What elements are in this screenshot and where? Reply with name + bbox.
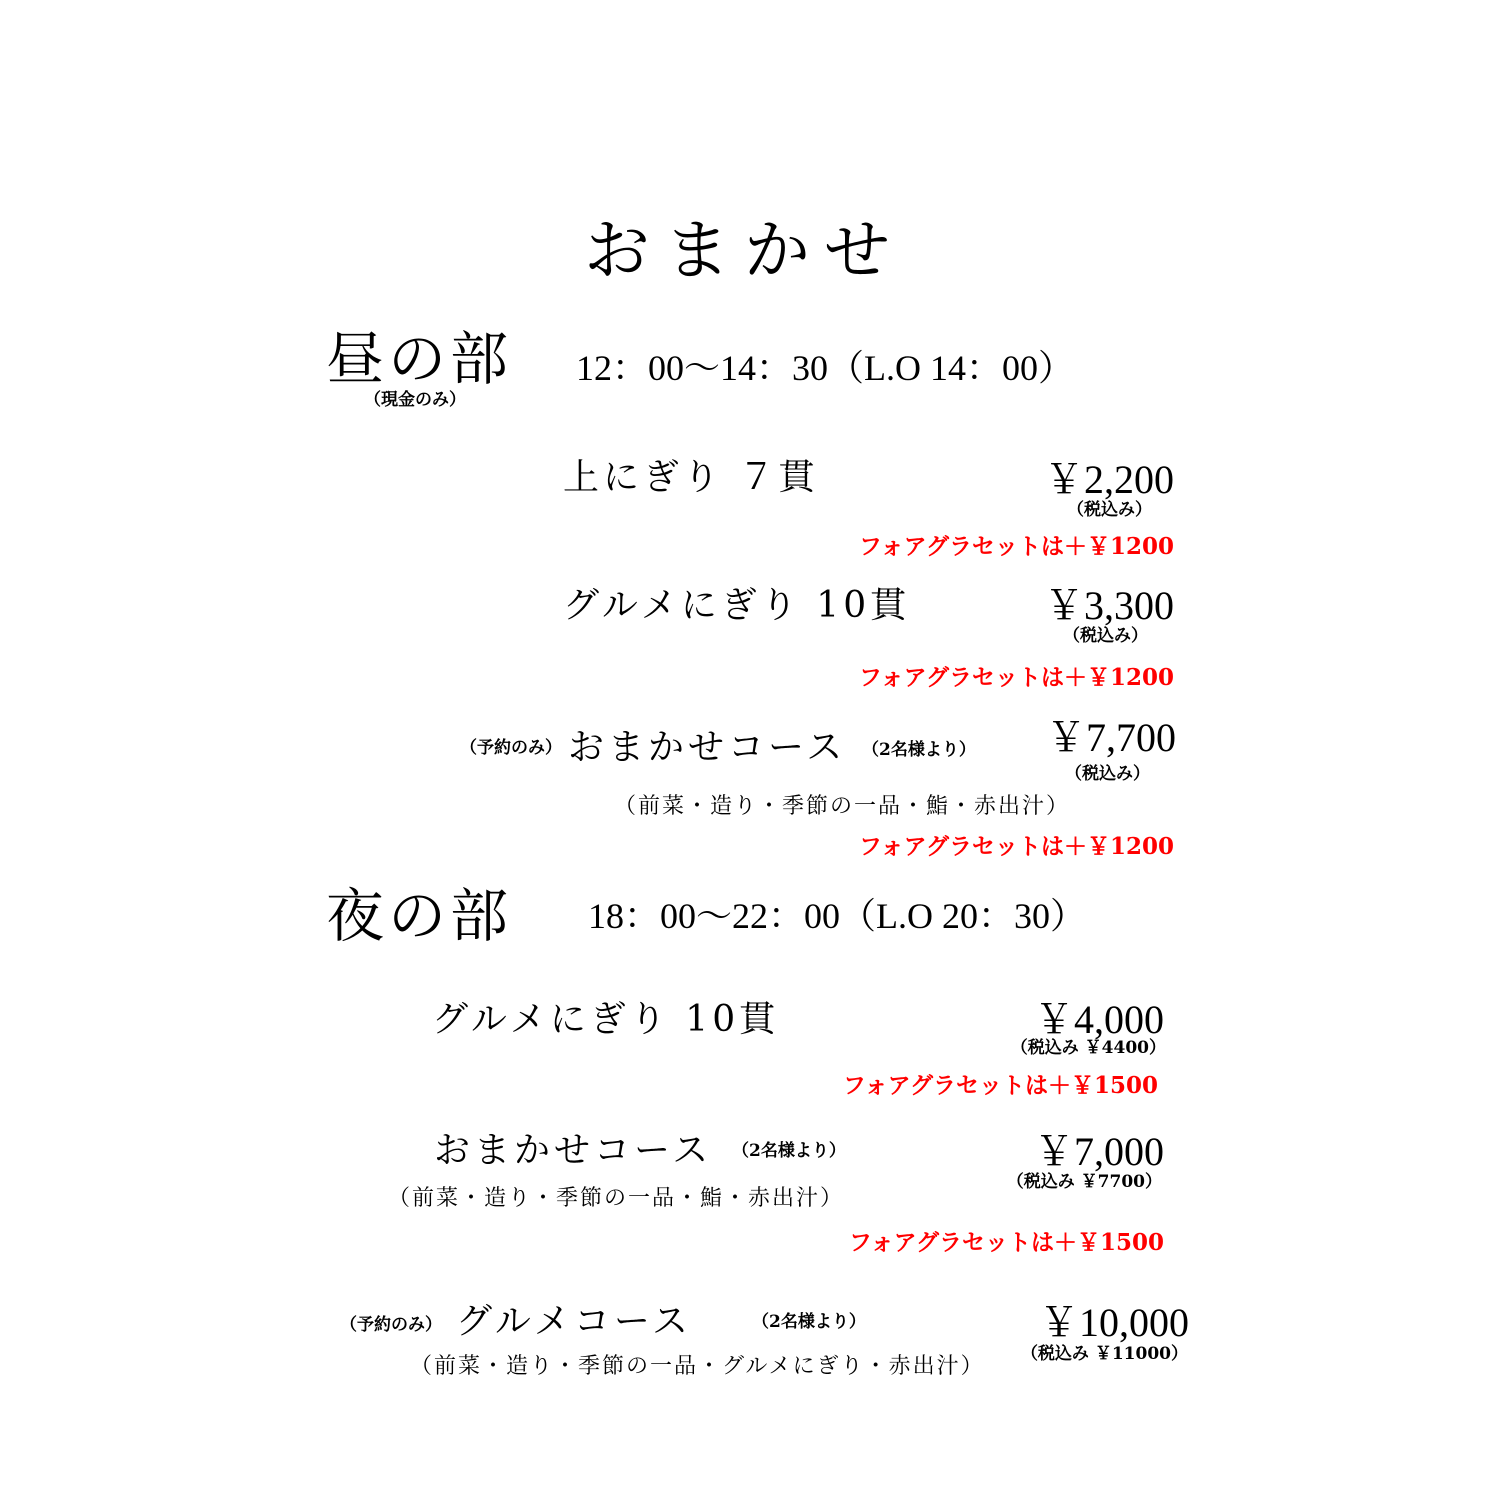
lunch-item-1-price: ￥2,200 — [1044, 457, 1174, 502]
dinner-item-3-prefix: （予約のみ） — [340, 1315, 442, 1335]
dinner-item-3-name: グルメコース — [456, 1301, 693, 1342]
dinner-item-2-price: ￥7,000 — [1034, 1129, 1164, 1174]
lunch-item-3-desc: （前菜・造り・季節の一品・鮨・赤出汁） — [614, 794, 1071, 819]
dinner-item-2-suffix: （2名様より） — [732, 1141, 846, 1161]
dinner-item-1-tax: （税込み ￥4400） — [1010, 1038, 1166, 1058]
lunch-item-2-tax: （税込み） — [1063, 626, 1148, 646]
lunch-item-2-price: ￥3,300 — [1044, 583, 1174, 628]
dinner-item-2-name: おまかせコース — [434, 1130, 713, 1171]
lunch-item-3-price: ￥7,700 — [1046, 715, 1176, 760]
lunch-item-1-tax: （税込み） — [1067, 500, 1152, 520]
lunch-item-3-foie: フォアグラセットは＋￥1200 — [858, 833, 1174, 860]
dinner-item-3-price: ￥10,000 — [1039, 1300, 1189, 1345]
lunch-hours: 12：00～14：30（L.O 14：00） — [576, 348, 1074, 388]
page-title: おまかせ — [584, 212, 904, 289]
dinner-item-3-suffix: （2名様より） — [752, 1312, 866, 1332]
lunch-item-2-name: グルメにぎり 10貫 — [563, 585, 911, 626]
dinner-item-1-name: グルメにぎり 10貫 — [432, 999, 780, 1040]
lunch-item-1-foie: フォアグラセットは＋￥1200 — [858, 533, 1174, 560]
lunch-item-1-name: 上にぎり ７貫 — [563, 457, 819, 498]
lunch-item-3-name: おまかせコース — [568, 727, 847, 768]
lunch-item-3-tax: （税込み） — [1065, 764, 1150, 784]
dinner-item-3-tax: （税込み ￥11000） — [1020, 1344, 1188, 1364]
dinner-item-3-desc: （前菜・造り・季節の一品・グルメにぎり・赤出汁） — [410, 1354, 985, 1379]
dinner-hours: 18：00～22：00（L.O 20：30） — [588, 896, 1086, 936]
lunch-section-label: 昼の部 — [326, 325, 513, 393]
dinner-item-1-price: ￥4,000 — [1034, 997, 1164, 1042]
lunch-item-3-suffix: （2名様より） — [862, 740, 976, 760]
dinner-item-2-desc: （前菜・造り・季節の一品・鮨・赤出汁） — [388, 1186, 845, 1211]
lunch-item-2-foie: フォアグラセットは＋￥1200 — [858, 664, 1174, 691]
dinner-item-1-foie: フォアグラセットは＋￥1500 — [842, 1072, 1158, 1099]
dinner-item-2-foie: フォアグラセットは＋￥1500 — [848, 1229, 1164, 1256]
dinner-section-label: 夜の部 — [326, 882, 513, 950]
dinner-item-2-tax: （税込み ￥7700） — [1006, 1172, 1162, 1192]
lunch-cash-note: （現金のみ） — [364, 390, 466, 410]
lunch-item-3-prefix: （予約のみ） — [460, 738, 562, 758]
